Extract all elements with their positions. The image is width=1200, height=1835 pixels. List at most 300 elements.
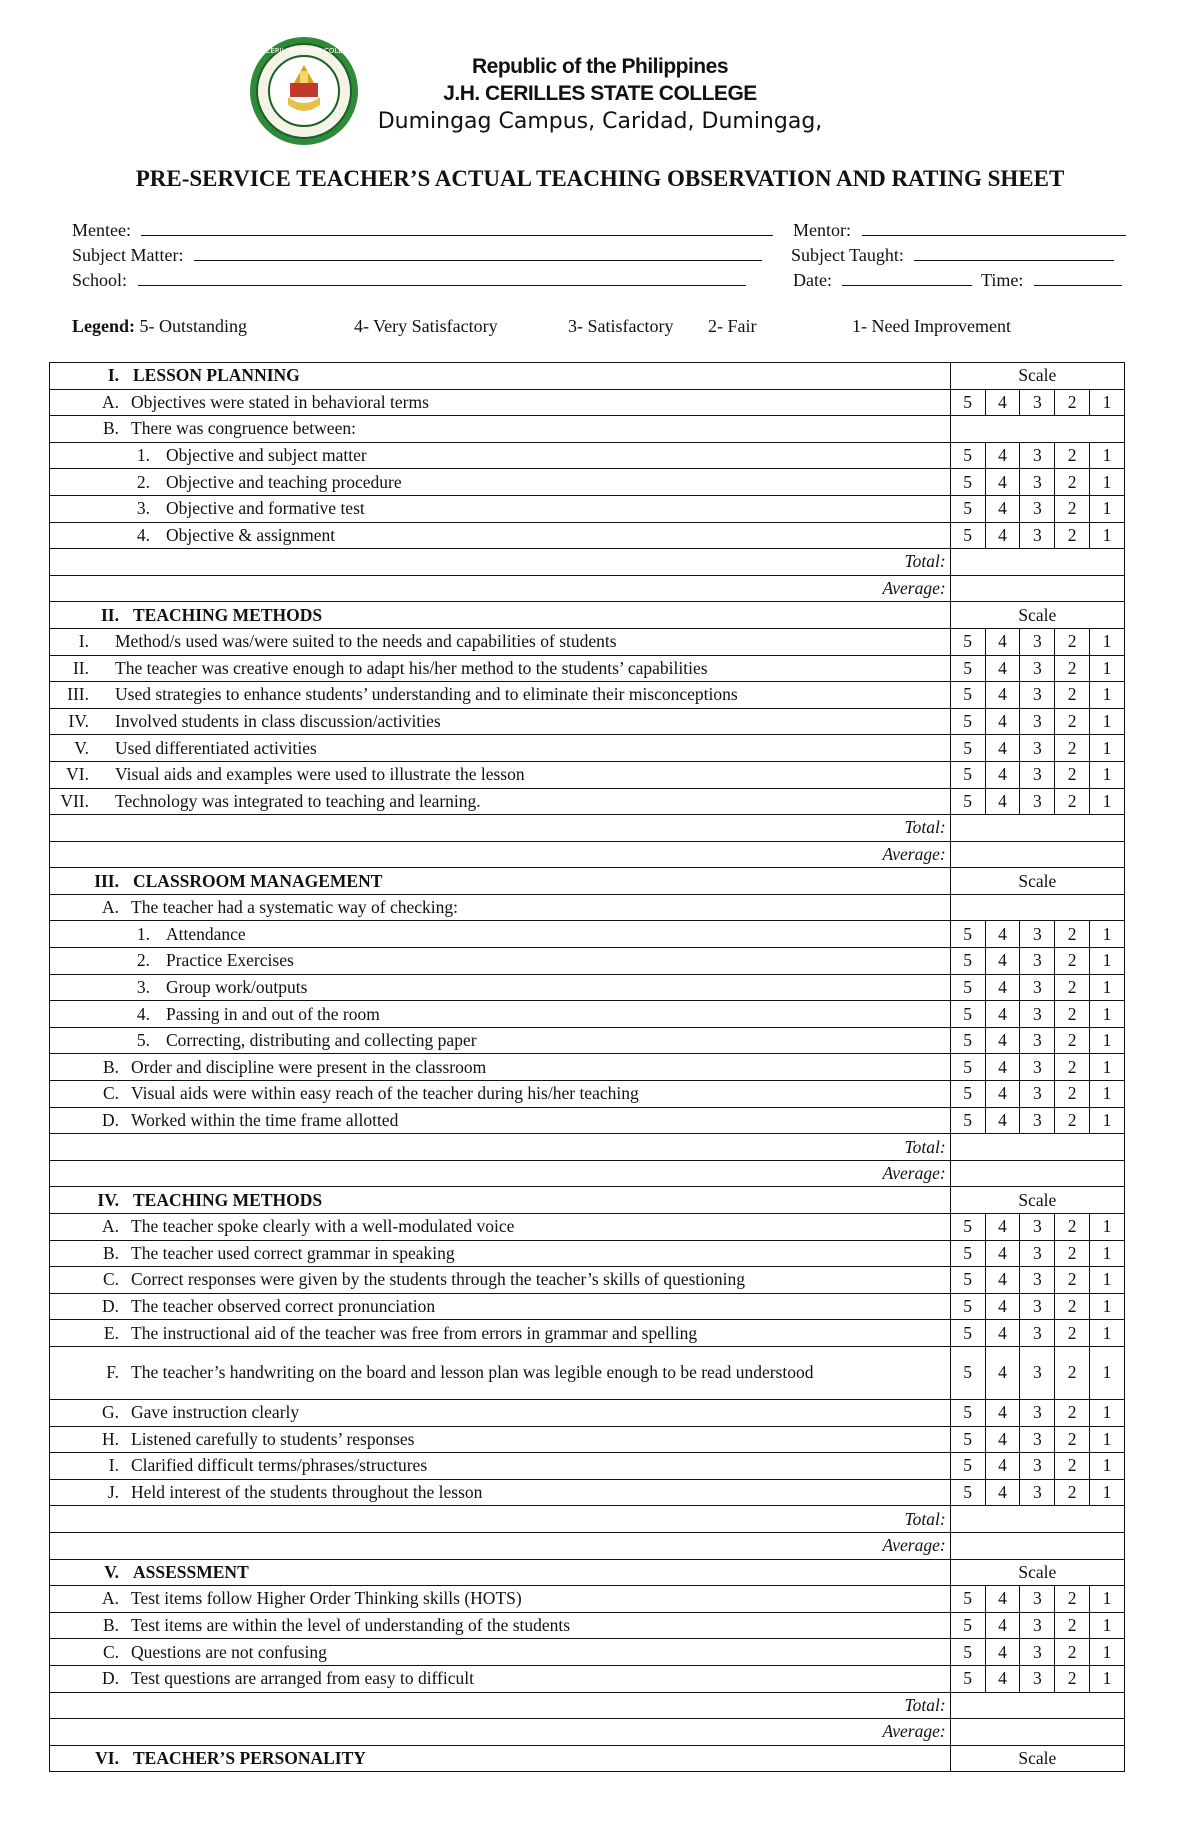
average-value-cell[interactable]	[950, 575, 1124, 602]
rating-option-5[interactable]: 5	[950, 1479, 985, 1506]
criterion-text: A. The teacher spoke clearly with a well-modulated voice	[50, 1214, 951, 1241]
rating-option-5[interactable]: 5	[950, 495, 985, 522]
rating-option-3[interactable]: 3	[1020, 442, 1055, 469]
criterion-row	[50, 1639, 1125, 1666]
criterion-row	[50, 894, 1125, 921]
total-row	[50, 1506, 1125, 1533]
rating-option-5[interactable]: 5	[950, 1267, 985, 1294]
scale-header: Scale	[950, 1187, 1124, 1214]
rating-option-4[interactable]: 4	[985, 788, 1020, 815]
section-header	[50, 602, 1125, 629]
rating-option-4[interactable]: 4	[985, 974, 1020, 1001]
section-title: V. ASSESSMENT	[50, 1559, 951, 1586]
criterion-row	[50, 1453, 1125, 1480]
rating-option-3[interactable]: 3	[1020, 735, 1055, 762]
average-value-cell[interactable]	[950, 1719, 1124, 1746]
criterion-row	[50, 921, 1125, 948]
criterion-text: A. The teacher had a systematic way of checking:	[50, 894, 951, 921]
rating-option-2[interactable]: 2	[1055, 735, 1090, 762]
criterion-text: D. Worked within the time frame allotted	[50, 1107, 951, 1134]
criterion-text: A. Objectives were stated in behavioral terms	[50, 389, 951, 416]
rating-option-2[interactable]: 2	[1055, 1081, 1090, 1108]
criterion-row	[50, 1479, 1125, 1506]
rating-option-3[interactable]: 3	[1020, 655, 1055, 682]
section-title: III. CLASSROOM MANAGEMENT	[50, 868, 951, 895]
subject-taught-field[interactable]: Subject Taught:	[791, 244, 1114, 266]
rating-option-1[interactable]: 1	[1090, 1612, 1125, 1639]
rating-option-1[interactable]: 1	[1090, 1293, 1125, 1320]
criterion-row	[50, 974, 1125, 1001]
scale-header: Scale	[950, 1745, 1124, 1772]
average-value-cell[interactable]	[950, 1160, 1124, 1187]
form-title: PRE-SERVICE TEACHER’S ACTUAL TEACHING OBSERVATION AND RATING SHEET	[135, 166, 1065, 191]
rating-option-1[interactable]: 1	[1090, 442, 1125, 469]
rating-option-2[interactable]: 2	[1055, 1214, 1090, 1241]
section-header	[50, 868, 1125, 895]
rating-option-1[interactable]: 1	[1090, 974, 1125, 1001]
rating-option-5[interactable]: 5	[950, 1107, 985, 1134]
rating-option-2[interactable]: 2	[1055, 1107, 1090, 1134]
rating-option-2[interactable]: 2	[1055, 948, 1090, 975]
rating-option-3[interactable]: 3	[1020, 788, 1055, 815]
rating-option-1[interactable]: 1	[1090, 469, 1125, 496]
rating-option-3[interactable]: 3	[1020, 1027, 1055, 1054]
rating-option-4[interactable]: 4	[985, 1639, 1020, 1666]
rating-option-1[interactable]: 1	[1090, 1346, 1125, 1399]
average-value-cell[interactable]	[950, 1532, 1124, 1559]
criterion-row	[50, 628, 1125, 655]
average-label: Average:	[50, 1532, 951, 1559]
rating-option-1[interactable]: 1	[1090, 628, 1125, 655]
rating-option-4[interactable]: 4	[985, 522, 1020, 549]
average-row	[50, 1532, 1125, 1559]
rating-option-4[interactable]: 4	[985, 1107, 1020, 1134]
rating-option-4[interactable]: 4	[985, 1214, 1020, 1241]
criterion-text: 5. Correcting, distributing and collecting paper	[50, 1027, 951, 1054]
criterion-text: G. Gave instruction clearly	[50, 1399, 951, 1426]
rating-option-3[interactable]: 3	[1020, 1240, 1055, 1267]
section-title: VI. TEACHER’S PERSONALITY	[50, 1745, 951, 1772]
rating-option-5[interactable]: 5	[950, 788, 985, 815]
rating-option-1[interactable]: 1	[1090, 1240, 1125, 1267]
rating-option-2[interactable]: 2	[1055, 655, 1090, 682]
criterion-row	[50, 708, 1125, 735]
rating-option-5[interactable]: 5	[950, 682, 985, 709]
rating-option-4[interactable]: 4	[985, 1240, 1020, 1267]
criterion-row	[50, 1107, 1125, 1134]
criterion-text: 3. Objective and formative test	[50, 495, 951, 522]
criterion-text: V. Used differentiated activities	[50, 735, 951, 762]
total-row	[50, 815, 1125, 842]
rating-option-5[interactable]: 5	[950, 974, 985, 1001]
rating-option-4[interactable]: 4	[985, 1054, 1020, 1081]
criterion-row	[50, 1054, 1125, 1081]
criterion-text: D. The teacher observed correct pronunciation	[50, 1293, 951, 1320]
rating-option-2[interactable]: 2	[1055, 1267, 1090, 1294]
rating-option-3[interactable]: 3	[1020, 1346, 1055, 1399]
rating-option-1[interactable]: 1	[1090, 1214, 1125, 1241]
total-value-cell[interactable]	[950, 815, 1124, 842]
total-label: Total:	[50, 1506, 951, 1533]
scale-blank	[950, 894, 1124, 921]
rating-option-5[interactable]: 5	[950, 1214, 985, 1241]
rating-option-5[interactable]: 5	[950, 948, 985, 975]
mentor-input-line[interactable]	[862, 219, 1126, 236]
rating-option-1[interactable]: 1	[1090, 761, 1125, 788]
criterion-text: A. Test items follow Higher Order Thinking skills (HOTS)	[50, 1586, 951, 1613]
criterion-row	[50, 522, 1125, 549]
criterion-text: C. Correct responses were given by the students through the teacher’s skills of questioning	[50, 1267, 951, 1294]
rating-option-3[interactable]: 3	[1020, 1479, 1055, 1506]
criterion-text: H. Listened carefully to students’ responses	[50, 1426, 951, 1453]
republic-line: Republic of the Philippines	[471, 55, 728, 78]
total-value-cell[interactable]	[950, 1134, 1124, 1161]
rating-option-4[interactable]: 4	[985, 761, 1020, 788]
criterion-text: J. Held interest of the students throughout the lesson	[50, 1479, 951, 1506]
rating-option-2[interactable]: 2	[1055, 974, 1090, 1001]
total-value-cell[interactable]	[950, 549, 1124, 576]
rating-option-1[interactable]: 1	[1090, 788, 1125, 815]
rating-option-2[interactable]: 2	[1055, 389, 1090, 416]
rating-option-4[interactable]: 4	[985, 628, 1020, 655]
total-row	[50, 1692, 1125, 1719]
rating-option-2[interactable]: 2	[1055, 1612, 1090, 1639]
school-field[interactable]: School:	[72, 269, 746, 291]
rating-option-3[interactable]: 3	[1020, 1665, 1055, 1692]
rating-option-3[interactable]: 3	[1020, 761, 1055, 788]
average-row	[50, 575, 1125, 602]
rating-option-5[interactable]: 5	[950, 1453, 985, 1480]
rating-option-3[interactable]: 3	[1020, 682, 1055, 709]
college-name: J.H. CERILLES STATE COLLEGE	[443, 82, 757, 105]
rating-option-4[interactable]: 4	[985, 682, 1020, 709]
rating-option-3[interactable]: 3	[1020, 1639, 1055, 1666]
section-header	[50, 1745, 1125, 1772]
rating-option-3[interactable]: 3	[1020, 1214, 1055, 1241]
criterion-text: VI. Visual aids and examples were used to illustrate the lesson	[50, 761, 951, 788]
rating-option-3[interactable]: 3	[1020, 628, 1055, 655]
rating-option-5[interactable]: 5	[950, 708, 985, 735]
rating-option-5[interactable]: 5	[950, 1081, 985, 1108]
criterion-text: II. The teacher was creative enough to adapt his/her method to the students’ capabilities	[50, 655, 951, 682]
rating-option-4[interactable]: 4	[985, 1346, 1020, 1399]
average-row	[50, 841, 1125, 868]
rating-option-3[interactable]: 3	[1020, 1453, 1055, 1480]
average-row	[50, 1160, 1125, 1187]
mentee-input-line[interactable]	[141, 219, 773, 236]
rating-option-3[interactable]: 3	[1020, 495, 1055, 522]
rating-option-3[interactable]: 3	[1020, 469, 1055, 496]
rating-option-1[interactable]: 1	[1090, 1027, 1125, 1054]
criterion-row	[50, 1665, 1125, 1692]
rating-option-3[interactable]: 3	[1020, 1399, 1055, 1426]
rating-option-2[interactable]: 2	[1055, 1453, 1090, 1480]
rating-option-2[interactable]: 2	[1055, 1346, 1090, 1399]
rating-option-3[interactable]: 3	[1020, 1586, 1055, 1613]
rating-option-3[interactable]: 3	[1020, 389, 1055, 416]
total-label: Total:	[50, 1692, 951, 1719]
total-row	[50, 1134, 1125, 1161]
total-value-cell[interactable]	[950, 1506, 1124, 1533]
criterion-text: I. Method/s used was/were suited to the needs and capabilities of students	[50, 628, 951, 655]
rating-option-4[interactable]: 4	[985, 1399, 1020, 1426]
rating-option-1[interactable]: 1	[1090, 389, 1125, 416]
rating-option-2[interactable]: 2	[1055, 628, 1090, 655]
rating-option-4[interactable]: 4	[985, 1320, 1020, 1347]
rating-option-1[interactable]: 1	[1090, 1665, 1125, 1692]
rating-option-3[interactable]: 3	[1020, 1001, 1055, 1028]
rating-option-5[interactable]: 5	[950, 1399, 985, 1426]
criterion-row	[50, 761, 1125, 788]
rating-option-5[interactable]: 5	[950, 1293, 985, 1320]
rating-option-4[interactable]: 4	[985, 1293, 1020, 1320]
rating-option-5[interactable]: 5	[950, 1320, 985, 1347]
criterion-row	[50, 416, 1125, 443]
criterion-row	[50, 1586, 1125, 1613]
rating-option-2[interactable]: 2	[1055, 469, 1090, 496]
scale-header: Scale	[950, 363, 1124, 390]
average-label: Average:	[50, 1719, 951, 1746]
rating-option-1[interactable]: 1	[1090, 735, 1125, 762]
rating-option-5[interactable]: 5	[950, 1027, 985, 1054]
rating-option-3[interactable]: 3	[1020, 974, 1055, 1001]
rating-option-2[interactable]: 2	[1055, 921, 1090, 948]
total-label: Total:	[50, 549, 951, 576]
average-label: Average:	[50, 575, 951, 602]
rating-option-1[interactable]: 1	[1090, 948, 1125, 975]
section-header	[50, 363, 1125, 390]
criterion-row	[50, 1267, 1125, 1294]
criterion-text: VII. Technology was integrated to teaching and learning.	[50, 788, 951, 815]
rating-option-2[interactable]: 2	[1055, 522, 1090, 549]
section-title: IV. TEACHING METHODS	[50, 1187, 951, 1214]
scale-header: Scale	[950, 868, 1124, 895]
rating-option-5[interactable]: 5	[950, 389, 985, 416]
criterion-row	[50, 1081, 1125, 1108]
rating-option-4[interactable]: 4	[985, 1453, 1020, 1480]
criterion-text: F. The teacher’s handwriting on the board and lesson plan was legible enough to be read understood	[50, 1346, 951, 1399]
rating-option-5[interactable]: 5	[950, 469, 985, 496]
rating-option-2[interactable]: 2	[1055, 1639, 1090, 1666]
criterion-row	[50, 788, 1125, 815]
rating-option-5[interactable]: 5	[950, 1665, 985, 1692]
rating-option-2[interactable]: 2	[1055, 1426, 1090, 1453]
total-value-cell[interactable]	[950, 1692, 1124, 1719]
rating-option-2[interactable]: 2	[1055, 1293, 1090, 1320]
rating-option-4[interactable]: 4	[985, 708, 1020, 735]
rating-option-4[interactable]: 4	[985, 442, 1020, 469]
subject-matter-field[interactable]: Subject Matter:	[72, 244, 762, 266]
rating-option-1[interactable]: 1	[1090, 708, 1125, 735]
total-label: Total:	[50, 815, 951, 842]
criterion-row	[50, 1240, 1125, 1267]
rating-option-3[interactable]: 3	[1020, 1293, 1055, 1320]
rating-option-5[interactable]: 5	[950, 442, 985, 469]
rating-option-4[interactable]: 4	[985, 655, 1020, 682]
criterion-text: B. Order and discipline were present in the classroom	[50, 1054, 951, 1081]
rating-option-5[interactable]: 5	[950, 655, 985, 682]
criterion-text: IV. Involved students in class discussion/activities	[50, 708, 951, 735]
criterion-row	[50, 655, 1125, 682]
letterhead	[0, 35, 1200, 145]
subject-matter-input-line[interactable]	[194, 244, 762, 261]
rating-option-2[interactable]: 2	[1055, 682, 1090, 709]
rating-option-5[interactable]: 5	[950, 1054, 985, 1081]
rating-option-4[interactable]: 4	[985, 469, 1020, 496]
rating-option-1[interactable]: 1	[1090, 495, 1125, 522]
rating-option-4[interactable]: 4	[985, 1426, 1020, 1453]
criterion-row	[50, 948, 1125, 975]
section-header	[50, 1559, 1125, 1586]
svg-text:J.H. CERILLES STATE COLLEGE: J.H. CERILLES STATE COLLEGE	[251, 47, 357, 55]
rating-option-4[interactable]: 4	[985, 1586, 1020, 1613]
criterion-row	[50, 1027, 1125, 1054]
rating-option-1[interactable]: 1	[1090, 1107, 1125, 1134]
rating-option-2[interactable]: 2	[1055, 1027, 1090, 1054]
criterion-text: I. Clarified difficult terms/phrases/structures	[50, 1453, 951, 1480]
rating-option-3[interactable]: 3	[1020, 921, 1055, 948]
criterion-row	[50, 442, 1125, 469]
rating-option-2[interactable]: 2	[1055, 1586, 1090, 1613]
average-row	[50, 1719, 1125, 1746]
rating-option-3[interactable]: 3	[1020, 1426, 1055, 1453]
date-input-line[interactable]	[842, 269, 972, 286]
criterion-row	[50, 495, 1125, 522]
rating-option-5[interactable]: 5	[950, 1346, 985, 1399]
campus-address: Dumingag Campus, Caridad, Dumingag,	[377, 109, 823, 134]
rating-option-3[interactable]: 3	[1020, 1054, 1055, 1081]
rating-option-4[interactable]: 4	[985, 495, 1020, 522]
section-title: II. TEACHING METHODS	[50, 602, 951, 629]
rating-option-1[interactable]: 1	[1090, 1267, 1125, 1294]
criterion-row	[50, 1612, 1125, 1639]
criterion-text: 3. Group work/outputs	[50, 974, 951, 1001]
rating-option-4[interactable]: 4	[985, 389, 1020, 416]
rating-option-5[interactable]: 5	[950, 1612, 985, 1639]
rating-option-1[interactable]: 1	[1090, 1639, 1125, 1666]
rating-option-5[interactable]: 5	[950, 761, 985, 788]
rating-option-5[interactable]: 5	[950, 1426, 985, 1453]
rating-option-3[interactable]: 3	[1020, 1267, 1055, 1294]
criterion-row	[50, 1293, 1125, 1320]
rating-option-4[interactable]: 4	[985, 1612, 1020, 1639]
rating-option-4[interactable]: 4	[985, 1267, 1020, 1294]
section-title: I. LESSON PLANNING	[50, 363, 951, 390]
rating-option-1[interactable]: 1	[1090, 1453, 1125, 1480]
rating-option-3[interactable]: 3	[1020, 1081, 1055, 1108]
average-value-cell[interactable]	[950, 841, 1124, 868]
rating-option-5[interactable]: 5	[950, 1639, 985, 1666]
rating-option-1[interactable]: 1	[1090, 1586, 1125, 1613]
criterion-text: 4. Objective & assignment	[50, 522, 951, 549]
rating-option-2[interactable]: 2	[1055, 1054, 1090, 1081]
total-label: Total:	[50, 1134, 951, 1161]
criterion-text: B. Test items are within the level of understanding of the students	[50, 1612, 951, 1639]
rating-option-4[interactable]: 4	[985, 921, 1020, 948]
criterion-text: E. The instructional aid of the teacher was free from errors in grammar and spelling	[50, 1320, 951, 1347]
mentor-field[interactable]: Mentor:	[793, 219, 1126, 241]
rating-option-1[interactable]: 1	[1090, 1054, 1125, 1081]
rating-option-5[interactable]: 5	[950, 628, 985, 655]
rating-option-1[interactable]: 1	[1090, 1001, 1125, 1028]
average-label: Average:	[50, 841, 951, 868]
total-row	[50, 549, 1125, 576]
rating-option-2[interactable]: 2	[1055, 495, 1090, 522]
criterion-text: III. Used strategies to enhance students’ understanding and to eliminate their misconceptions	[50, 682, 951, 709]
rating-option-1[interactable]: 1	[1090, 682, 1125, 709]
subject-taught-input-line[interactable]	[914, 244, 1114, 261]
scale-header: Scale	[950, 602, 1124, 629]
criterion-row	[50, 1426, 1125, 1453]
rating-option-4[interactable]: 4	[985, 1001, 1020, 1028]
rating-option-5[interactable]: 5	[950, 1586, 985, 1613]
rating-option-4[interactable]: 4	[985, 1665, 1020, 1692]
school-input-line[interactable]	[138, 269, 746, 286]
rating-option-2[interactable]: 2	[1055, 708, 1090, 735]
rating-option-5[interactable]: 5	[950, 1001, 985, 1028]
rating-option-2[interactable]: 2	[1055, 1320, 1090, 1347]
rating-option-4[interactable]: 4	[985, 1479, 1020, 1506]
rating-option-3[interactable]: 3	[1020, 708, 1055, 735]
rating-option-5[interactable]: 5	[950, 921, 985, 948]
rating-option-1[interactable]: 1	[1090, 1399, 1125, 1426]
criterion-row	[50, 1214, 1125, 1241]
criterion-text: B. The teacher used correct grammar in speaking	[50, 1240, 951, 1267]
rating-option-1[interactable]: 1	[1090, 921, 1125, 948]
rating-option-2[interactable]: 2	[1055, 1399, 1090, 1426]
rating-option-4[interactable]: 4	[985, 948, 1020, 975]
rating-option-2[interactable]: 2	[1055, 1665, 1090, 1692]
criterion-row	[50, 1399, 1125, 1426]
rating-option-1[interactable]: 1	[1090, 1320, 1125, 1347]
mentee-field[interactable]: Mentee:	[72, 219, 773, 241]
rating-option-1[interactable]: 1	[1090, 1479, 1125, 1506]
criterion-row	[50, 389, 1125, 416]
rating-option-3[interactable]: 3	[1020, 948, 1055, 975]
rating-option-1[interactable]: 1	[1090, 522, 1125, 549]
criterion-text: 4. Passing in and out of the room	[50, 1001, 951, 1028]
rating-option-1[interactable]: 1	[1090, 1081, 1125, 1108]
time-input-line[interactable]	[1034, 269, 1122, 286]
rating-option-2[interactable]: 2	[1055, 442, 1090, 469]
rating-option-3[interactable]: 3	[1020, 1320, 1055, 1347]
rating-option-1[interactable]: 1	[1090, 1426, 1125, 1453]
criterion-row	[50, 682, 1125, 709]
rating-option-4[interactable]: 4	[985, 1027, 1020, 1054]
rating-option-2[interactable]: 2	[1055, 1479, 1090, 1506]
rating-option-3[interactable]: 3	[1020, 1612, 1055, 1639]
rating-option-4[interactable]: 4	[985, 1081, 1020, 1108]
rating-table	[49, 362, 1125, 1772]
rating-option-3[interactable]: 3	[1020, 1107, 1055, 1134]
criterion-row	[50, 1346, 1125, 1399]
rating-option-5[interactable]: 5	[950, 522, 985, 549]
criterion-text: D. Test questions are arranged from easy to difficult	[50, 1665, 951, 1692]
criterion-row	[50, 735, 1125, 762]
scale-blank	[950, 416, 1124, 443]
rating-option-2[interactable]: 2	[1055, 1240, 1090, 1267]
rating-option-1[interactable]: 1	[1090, 655, 1125, 682]
rating-option-2[interactable]: 2	[1055, 788, 1090, 815]
rating-option-5[interactable]: 5	[950, 735, 985, 762]
rating-option-3[interactable]: 3	[1020, 522, 1055, 549]
date-field[interactable]: Date: Time:	[793, 269, 1122, 291]
criterion-text: 1. Objective and subject matter	[50, 442, 951, 469]
rating-option-2[interactable]: 2	[1055, 1001, 1090, 1028]
rating-option-2[interactable]: 2	[1055, 761, 1090, 788]
rating-option-5[interactable]: 5	[950, 1240, 985, 1267]
rating-option-4[interactable]: 4	[985, 735, 1020, 762]
